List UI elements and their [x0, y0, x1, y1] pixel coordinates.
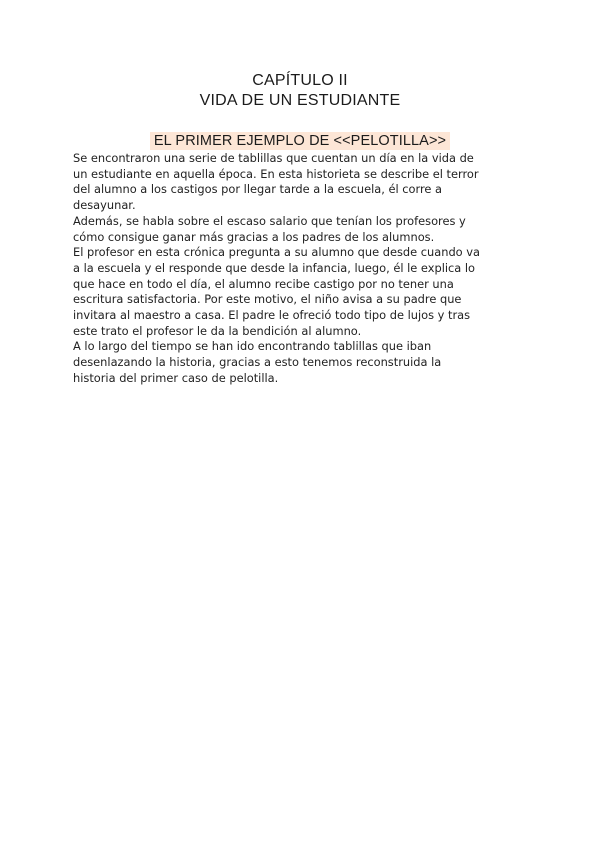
body-line: desayunar. [73, 198, 136, 213]
body-line: historia del primer caso de pelotilla. [73, 370, 279, 385]
body-line: desenlazando la historia, gracias a esto tenemos reconstruida la [73, 355, 442, 370]
body-line: cómo consigue ganar más gracias a los padres de los alumnos. [73, 229, 435, 244]
chapter-label: CAPÍTULO II [252, 72, 348, 89]
section-heading: EL PRIMER EJEMPLO DE <<PELOTILLA>> [150, 132, 450, 150]
body-line: del alumno a los castigos por llegar tarde a la escuela, él corre a [73, 182, 443, 197]
body-line: que hace en todo el día, el alumno recibe castigo por no tener una [73, 276, 454, 291]
body-line: invitara al maestro a casa. El padre le ofreció todo tipo de lujos y tras [73, 308, 471, 323]
body-paragraphs [73, 151, 533, 387]
body-line: Además, se habla sobre el escaso salario que tenían los profesores y [73, 213, 466, 228]
body-line: a la escuela y el responde que desde la infancia, luego, él le explica lo [73, 260, 476, 275]
body-line: A lo largo del tiempo se han ido encontrando tablillas que iban [73, 339, 432, 354]
section-heading-container [0, 132, 600, 150]
chapter-title [0, 71, 600, 111]
body-line: escritura satisfactoria. Por este motivo, el niño avisa a su padre que [73, 292, 462, 307]
body-line: este trato el profesor le da la bendición al alumno. [73, 323, 362, 338]
body-line: El profesor en esta crónica pregunta a su alumno que desde cuando va [73, 245, 480, 260]
body-line: un estudiante en aquella época. En esta historieta se describe el terror [73, 166, 479, 181]
body-line: Se encontraron una serie de tablillas que cuentan un día en la vida de [73, 151, 474, 165]
chapter-subtitle: VIDA DE UN ESTUDIANTE [199, 92, 401, 109]
